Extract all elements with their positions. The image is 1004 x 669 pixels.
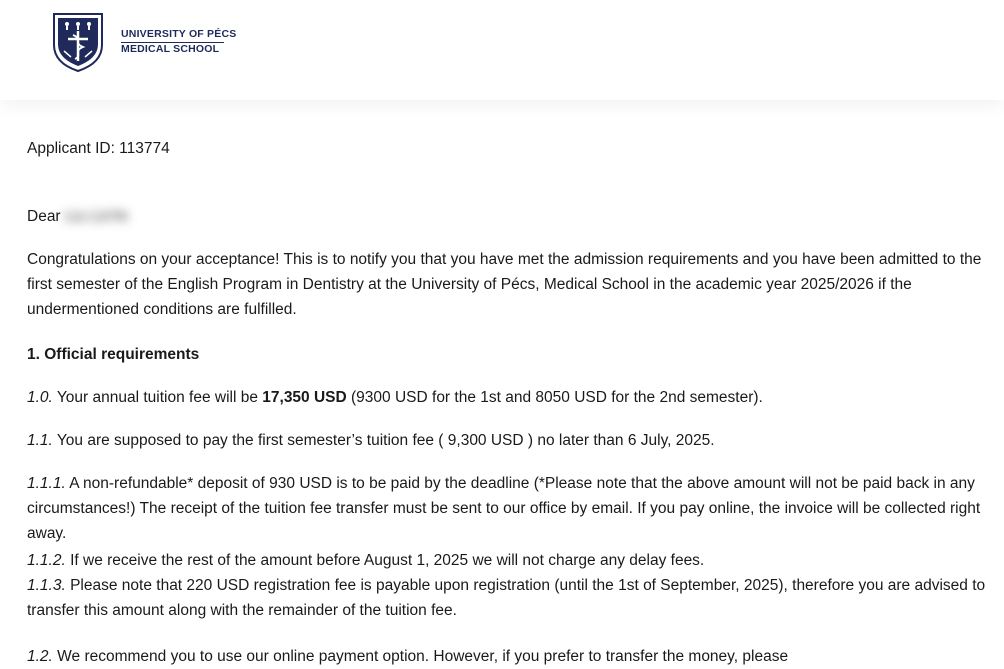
applicant-id: Applicant ID: 113774 [27,140,170,157]
clause-number: 1.0. [27,389,53,406]
section-title-official-requirements: 1. Official requirements [27,346,200,363]
salutation [27,204,128,229]
clause-number: 1.2. [27,648,53,665]
intro-paragraph: Congratulations on your acceptance! This is to notify you that you have met the admission requirements and you have been admitted to the first semester of the English Program in Dentistry at the University of Pécs, Medical School in the academic year 2025/2026 if the undermentioned conditions are fulfilled. [27,251,982,318]
clause-text: A non-refundable* deposit of 930 USD is to be paid by the deadline (*Please note that the above amount will not be paid back in any circumstances!) The receipt of the tuition fee transfer must be sent to our office by email. If you pay online, the invoice will be collected right away. [27,475,981,542]
institution-name [121,27,236,57]
tuition-amount: 17,350 USD [262,389,347,406]
clause-text: Your annual tuition fee will be [52,389,263,406]
clause-text: We recommend you to use our online payment option. However, if you prefer to transfer the money, please [52,648,789,665]
clause-number: 1.1.2. [27,552,66,569]
clause-1-1-3 [27,573,992,623]
salutation-word: Dear [27,208,61,225]
clause-1-1-2 [27,548,704,573]
institution-divider [121,42,224,43]
clause-number: 1.1.3. [27,577,66,594]
letterhead [0,0,1004,100]
clause-1-2 [27,644,788,669]
clause-1-1-1 [27,471,992,546]
clause-text-rest: (9300 USD for the 1st and 8050 USD for the 2nd semester). [346,389,763,406]
clause-number: 1.1.1. [27,475,66,492]
clause-text: Please note that 220 USD registration fee is payable upon registration (until the 1st of September, 2025), therefore you are advised to transfer this amount along with the remainder of the tuition fee. [27,577,986,619]
recipient-name: Liu LinYe [64,208,129,225]
clause-1-0 [27,385,763,410]
clause-text: You are supposed to pay the first semester’s tuition fee ( 9,300 USD ) no later than 6 July, 2025. [52,432,715,449]
institution-line-1: UNIVERSITY OF PÉCS [121,28,237,40]
clause-text: If we receive the rest of the amount before August 1, 2025 we will not charge any delay fees. [65,552,705,569]
institution-line-2: MEDICAL SCHOOL [121,43,220,55]
clause-number: 1.1. [27,432,53,449]
clause-1-1 [27,428,715,453]
university-crest-logo [49,11,107,73]
